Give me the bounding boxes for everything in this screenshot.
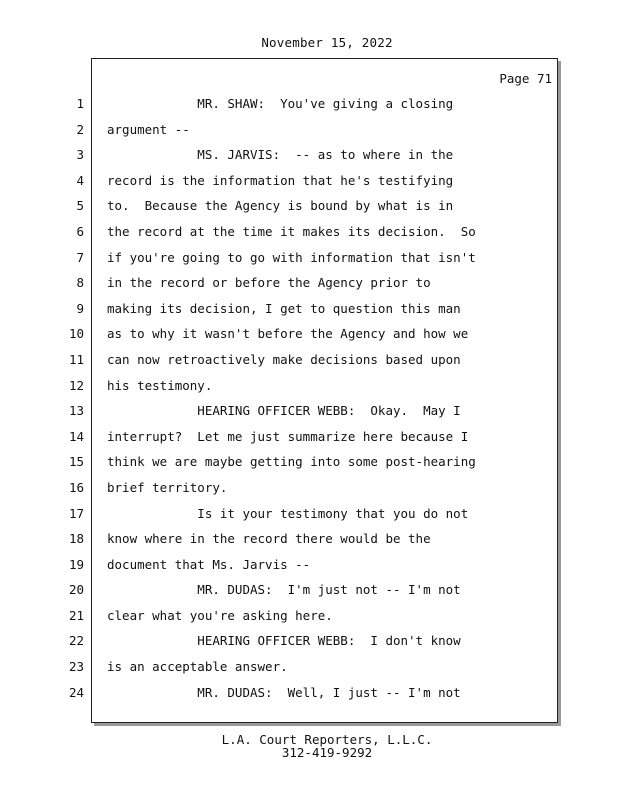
transcript-line: clear what you're asking here. (107, 607, 333, 623)
page-number: Page 71 (499, 71, 552, 86)
transcript-line: MR. DUDAS: Well, I just -- I'm not (107, 684, 461, 700)
line-number: 15 (68, 454, 84, 470)
court-reporter-phone: 312-419-9292 (281, 745, 373, 760)
line-number: 24 (68, 684, 84, 700)
transcript-line: think we are maybe getting into some post-hearing (107, 454, 476, 470)
transcript-line: making its decision, I get to question this man (107, 300, 461, 316)
line-number: 6 (76, 223, 84, 239)
court-reporter-company: L.A. Court Reporters, L.L.C. (221, 732, 433, 747)
line-number: 21 (68, 607, 84, 623)
line-number: 17 (68, 505, 84, 521)
transcript-line: if you're going to go with information that isn't (107, 249, 476, 265)
line-number: 12 (68, 377, 84, 393)
transcript-line: HEARING OFFICER WEBB: I don't know (107, 633, 461, 649)
transcript-line: record is the information that he's testifying (107, 172, 454, 188)
page-footer (0, 733, 618, 759)
line-number: 16 (68, 479, 84, 495)
line-number: 7 (76, 249, 84, 265)
transcript-line: MR. DUDAS: I'm just not -- I'm not (107, 582, 461, 598)
line-number: 10 (68, 326, 84, 342)
line-number: 13 (68, 403, 84, 419)
transcript-line: HEARING OFFICER WEBB: Okay. May I (107, 403, 461, 419)
transcript-line: MR. SHAW: You've giving a closing (107, 96, 454, 111)
transcript-body (107, 91, 547, 705)
transcript-line: in the record or before the Agency prior to (107, 275, 431, 291)
transcript-line: as to why it wasn't before the Agency and how we (107, 326, 469, 342)
transcript-line: his testimony. (107, 377, 213, 393)
transcript-line: Is it your testimony that you do not (107, 505, 469, 521)
line-number: 4 (76, 172, 84, 188)
line-number: 20 (68, 582, 84, 598)
line-number: 2 (76, 121, 84, 137)
line-number: 18 (68, 531, 84, 547)
line-number: 14 (68, 428, 84, 444)
line-number: 3 (76, 147, 84, 163)
transcript-line: brief territory. (107, 479, 228, 495)
line-number: 22 (68, 633, 84, 649)
transcript-date: November 15, 2022 (261, 35, 393, 50)
transcript-line: the record at the time it makes its decision. So (107, 223, 476, 239)
transcript-line: document that Ms. Jarvis -- (107, 556, 311, 572)
line-number-column (0, 91, 84, 705)
line-number: 9 (76, 300, 84, 316)
transcript-line: argument -- (107, 121, 190, 137)
line-number: 1 (76, 96, 84, 111)
line-number: 23 (68, 659, 84, 675)
line-number: 5 (76, 198, 84, 214)
line-number: 19 (68, 556, 84, 572)
transcript-line: to. Because the Agency is bound by what is in (107, 198, 454, 214)
transcript-line: can now retroactively make decisions based upon (107, 351, 461, 367)
transcript-line: know where in the record there would be the (107, 531, 431, 547)
transcript-line: MS. JARVIS: -- as to where in the (107, 147, 454, 163)
transcript-line: is an acceptable answer. (107, 659, 288, 675)
transcript-line: interrupt? Let me just summarize here because I (107, 428, 469, 444)
line-number: 11 (68, 351, 84, 367)
line-number: 8 (76, 275, 84, 291)
